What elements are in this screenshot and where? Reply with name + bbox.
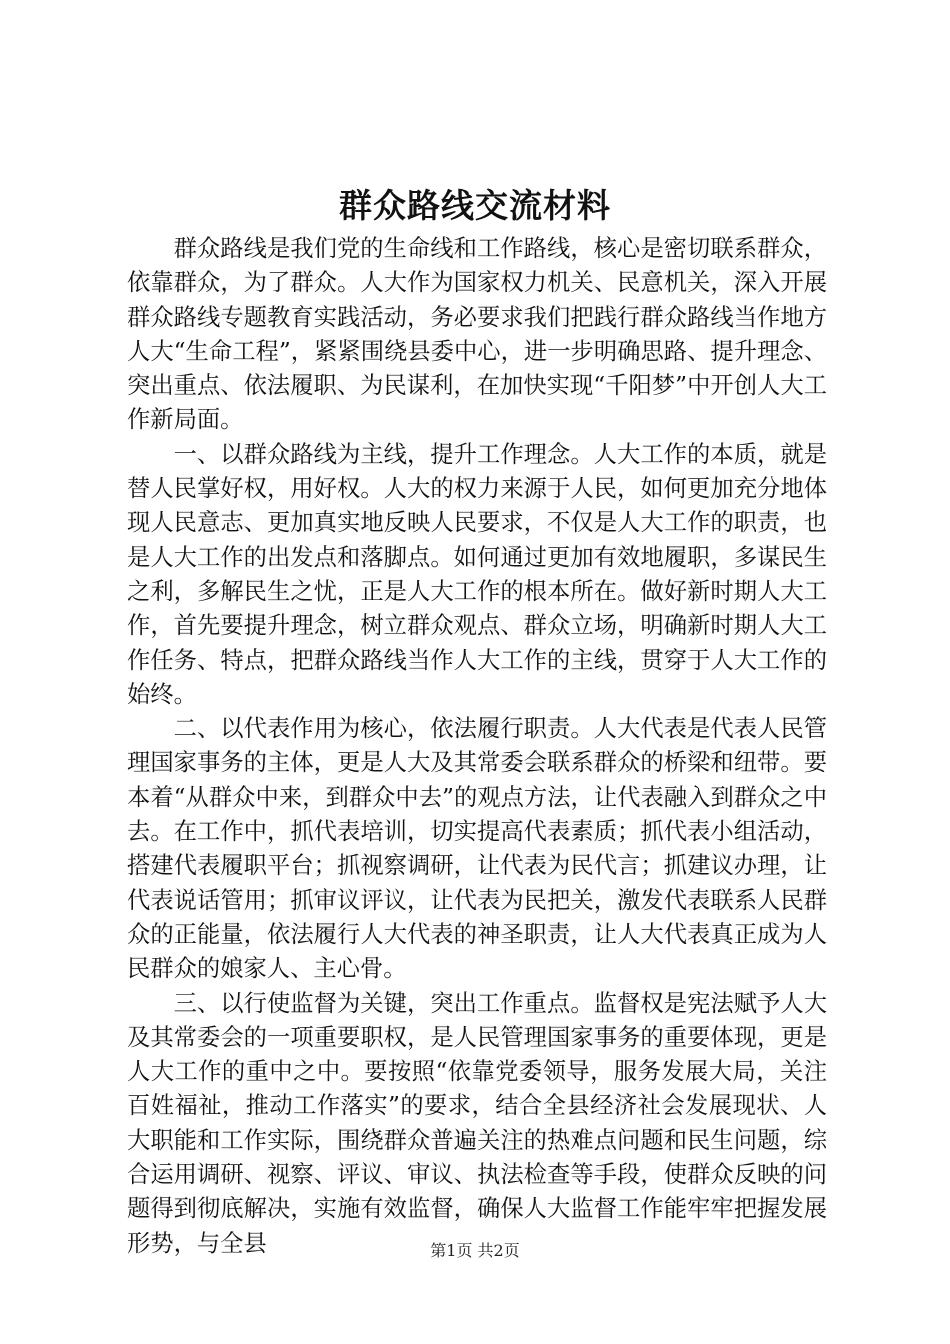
paragraph-section-3: 三、以行使监督为关键，突出工作重点。监督权是宪法赋予人大及其常委会的一项重要职权，是人民管理国家事务的重要体现，更是人大工作的重中之中。要按照“依靠党委领导，服务发展大局，关注百姓福祉，推动工作落实”的要求，结合全县经济社会发展现状、人大职能和工作实际，围绕群众普遍关注的热难点问题和民生问题，综合运用调研、视察、评议、审议、执法检查等手段，使群众反映的问题得到彻底解决，实施有效监督，确保人大监督工作能牢牢把握发展形势，与全县: [127, 989, 827, 1257]
page-number-footer: 第1页 共2页: [430, 1241, 520, 1260]
paragraph-section-1: 一、以群众路线为主线，提升工作理念。人大工作的本质，就是替人民掌好权，用好权。人大的权力来源于人民，如何更加充分地体现人民意志、更加真实地反映人民要求，不仅是人大工作的职责，也是人大工作的出发点和落脚点。如何通过更加有效地履职，多谋民生之利，多解民生之忧，正是人大工作的根本所在。做好新时期人大工作，首先要提升理念，树立群众观点、群众立场，明确新时期人大工作任务、特点，把群众路线当作人大工作的主线，贯穿于人大工作的始终。: [127, 440, 827, 708]
document-title: 群众路线交流材料: [339, 186, 611, 225]
paragraph-section-2: 二、以代表作用为核心，依法履行职责。人大代表是代表人民管理国家事务的主体，更是人大及其常委会联系群众的桥梁和纽带。要本着“从群众中来，到群众中去”的观点方法，让代表融入到群众之中去。在工作中，抓代表培训，切实提高代表素质；抓代表小组活动，搭建代表履职平台；抓视察调研，让代表为民代言；抓建议办理，让代表说话管用；抓审议评议，让代表为民把关，激发代表联系人民群众的正能量，依法履行人大代表的神圣职责，让人大代表真正成为人民群众的娘家人、主心骨。: [127, 715, 827, 983]
document-body: [127, 232, 827, 1261]
paragraph-intro: 群众路线是我们党的生命线和工作路线，核心是密切联系群众，依靠群众，为了群众。人大作为国家权力机关、民意机关，深入开展群众路线专题教育实践活动，务必要求我们把践行群众路线当作地方人大“生命工程”，紧紧围绕县委中心，进一步明确思路、提升理念、突出重点、依法履职、为民谋利，在加快实现“千阳梦”中开创人大工作新局面。: [127, 235, 827, 434]
